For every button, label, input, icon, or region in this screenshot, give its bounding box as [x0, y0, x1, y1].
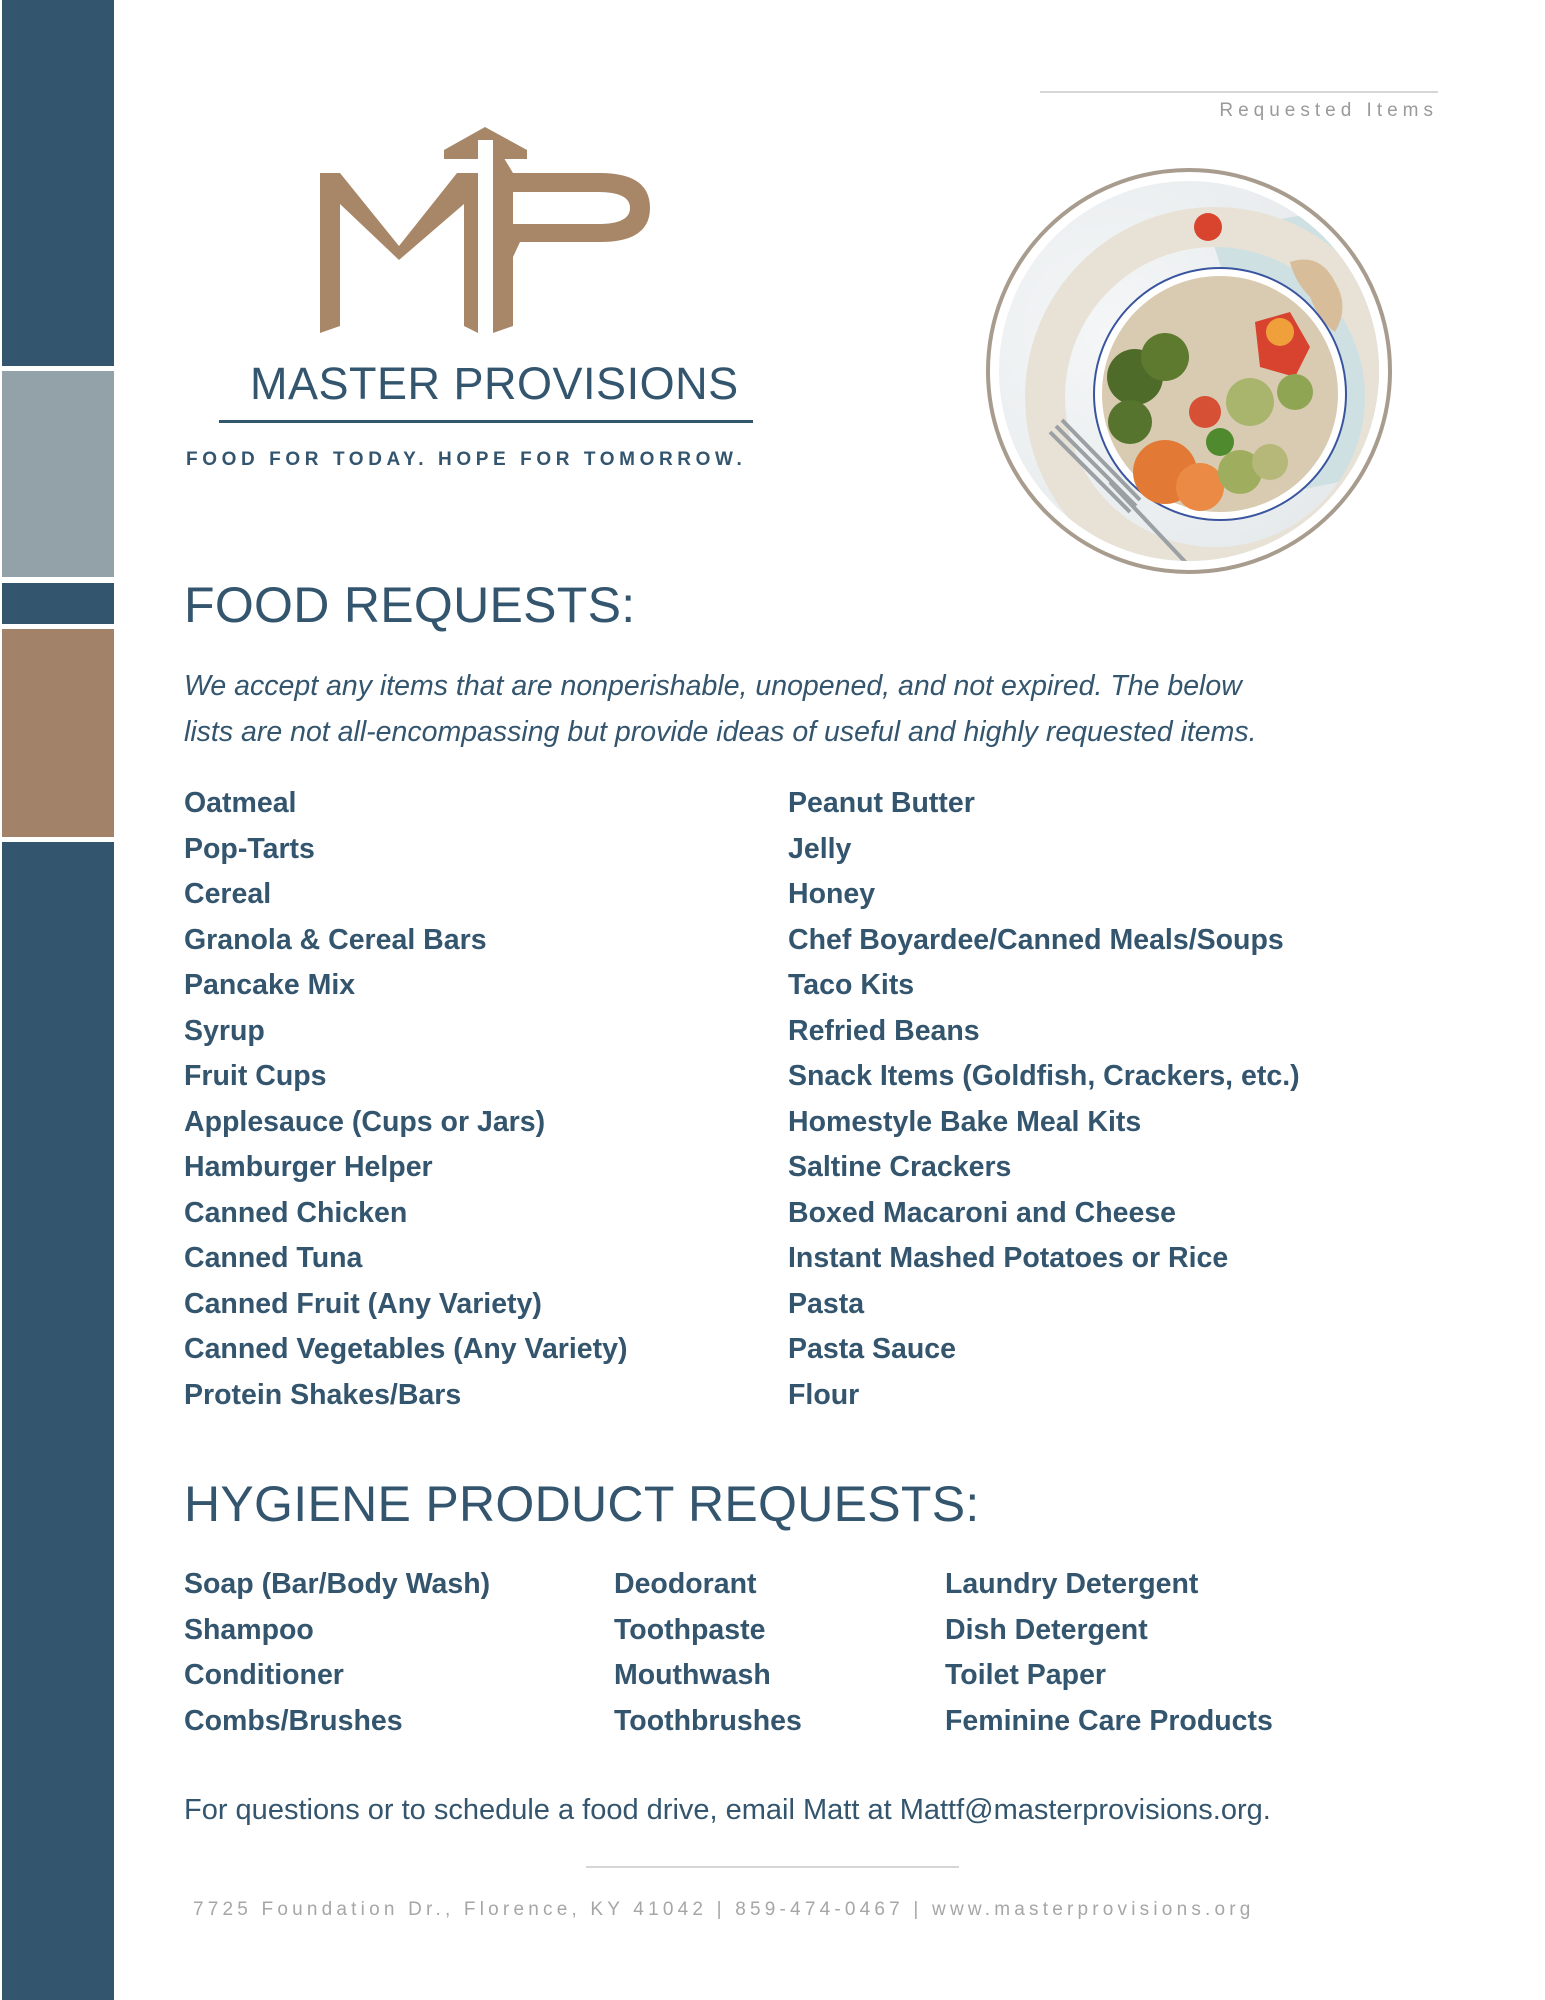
- list-item: Hamburger Helper: [184, 1151, 433, 1183]
- list-item: Toothpaste: [614, 1613, 766, 1646]
- list-item: Soap (Bar/Body Wash): [184, 1568, 491, 1600]
- list-item: Pasta Sauce: [788, 1333, 956, 1365]
- list-item: Deodorant: [614, 1568, 757, 1600]
- sidebar-block-navy-bottom: [2, 842, 114, 2000]
- list-item: Refried Beans: [788, 1014, 980, 1047]
- footer-address: 7725 Foundation Dr., Florence, KY 41042 | 859-474-0467 | www.masterprovisions.org: [193, 1899, 1255, 1920]
- list-item: Homestyle Bake Meal Kits: [788, 1105, 1142, 1138]
- brand-divider: [219, 420, 753, 423]
- contact-text: For questions or to schedule a food drive, email Matt at Mattf@masterprovisions.org.: [184, 1794, 1271, 1826]
- header-rule: [1040, 91, 1438, 93]
- list-item: Toothbrushes: [614, 1704, 802, 1737]
- list-item: Flour: [788, 1378, 860, 1411]
- list-item: Applesauce (Cups or Jars): [184, 1105, 546, 1138]
- list-item: Saltine Crackers: [788, 1151, 1012, 1183]
- list-item: Granola & Cereal Bars: [184, 923, 487, 956]
- food-list-column-2: [788, 781, 1300, 1418]
- list-item: Canned Chicken: [184, 1196, 408, 1229]
- list-item: Snack Items (Goldfish, Crackers, etc.): [788, 1060, 1300, 1092]
- list-item: Combs/Brushes: [184, 1704, 403, 1737]
- header-label: Requested Items: [1219, 100, 1438, 121]
- list-item: Honey: [788, 878, 876, 910]
- list-item: Canned Fruit (Any Variety): [184, 1287, 542, 1320]
- list-item: Pasta: [788, 1287, 865, 1320]
- brand-name: MASTER PROVISIONS: [250, 358, 739, 409]
- footer-divider: [586, 1866, 959, 1868]
- sidebar-block-navy-small: [2, 583, 114, 624]
- hygiene-list-column-2: [614, 1562, 802, 1744]
- list-item: Jelly: [788, 832, 852, 865]
- list-item: Laundry Detergent: [945, 1568, 1199, 1600]
- sidebar-block-navy-top: [2, 0, 114, 366]
- intro-line-2: lists are not all-encompassing but provide ideas of useful and highly requested items.: [184, 716, 1257, 748]
- list-item: Toilet Paper: [945, 1659, 1107, 1691]
- list-item: Boxed Macaroni and Cheese: [788, 1196, 1177, 1229]
- list-item: Pop-Tarts: [184, 832, 315, 865]
- food-requests-title: FOOD REQUESTS:: [184, 577, 636, 633]
- food-list-column-1: [184, 781, 628, 1418]
- list-item: Oatmeal: [184, 787, 297, 819]
- food-bowl-image-icon: [990, 172, 1388, 570]
- food-intro-text: [184, 663, 1374, 755]
- hygiene-list-column-1: [184, 1562, 490, 1744]
- list-item: Canned Tuna: [184, 1242, 363, 1274]
- list-item: Conditioner: [184, 1659, 344, 1691]
- sidebar-block-gray: [2, 371, 114, 577]
- hygiene-list-column-3: [945, 1562, 1273, 1744]
- list-item: Pancake Mix: [184, 969, 356, 1001]
- list-item: Protein Shakes/Bars: [184, 1378, 462, 1411]
- list-item: Shampoo: [184, 1613, 314, 1646]
- list-item: Cereal: [184, 878, 272, 910]
- list-item: Instant Mashed Potatoes or Rice: [788, 1242, 1229, 1274]
- list-item: Syrup: [184, 1014, 265, 1047]
- list-item: Dish Detergent: [945, 1613, 1148, 1646]
- brand-tagline: FOOD FOR TODAY. HOPE FOR TOMORROW.: [186, 449, 747, 470]
- list-item: Chef Boyardee/Canned Meals/Soups: [788, 923, 1284, 956]
- intro-line-1: We accept any items that are nonperishable, unopened, and not expired. The below: [184, 670, 1242, 702]
- sidebar-block-tan: [2, 629, 114, 837]
- hygiene-requests-title: HYGIENE PRODUCT REQUESTS:: [184, 1476, 980, 1532]
- list-item: Canned Vegetables (Any Variety): [184, 1333, 628, 1365]
- list-item: Taco Kits: [788, 969, 915, 1001]
- list-item: Feminine Care Products: [945, 1704, 1273, 1737]
- list-item: Mouthwash: [614, 1659, 771, 1691]
- food-bowl-photo: [986, 168, 1392, 574]
- list-item: Fruit Cups: [184, 1060, 327, 1092]
- list-item: Peanut Butter: [788, 787, 975, 819]
- master-provisions-logo-icon: [300, 120, 670, 340]
